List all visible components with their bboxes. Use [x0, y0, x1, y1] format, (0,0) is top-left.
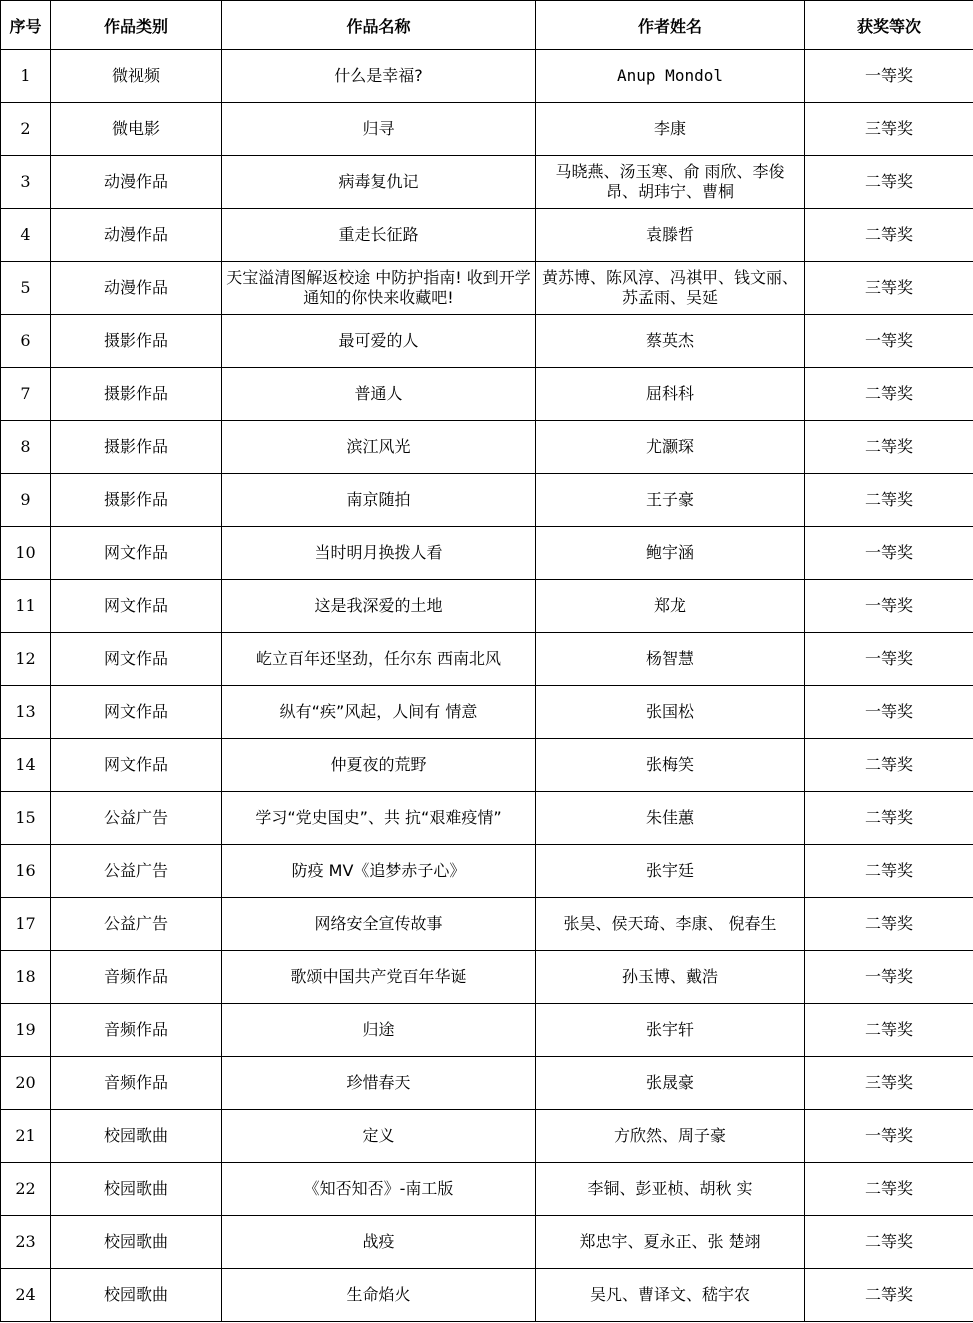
- cell-category: 摄影作品: [51, 315, 222, 368]
- cell-no: 9: [1, 474, 51, 527]
- header-title: 作品名称: [222, 1, 536, 50]
- cell-award: 二等奖: [805, 1216, 973, 1269]
- cell-category: 公益广告: [51, 898, 222, 951]
- table-row: [1, 50, 973, 103]
- cell-no: 20: [1, 1057, 51, 1110]
- cell-title: 屹立百年还坚劲，任尔东 西南北风: [222, 633, 536, 686]
- cell-author: 吴凡、曹译文、嵇宇农: [536, 1269, 805, 1322]
- cell-award: 二等奖: [805, 845, 973, 898]
- cell-author: 蔡英杰: [536, 315, 805, 368]
- cell-no: 21: [1, 1110, 51, 1163]
- cell-author: 张晟豪: [536, 1057, 805, 1110]
- cell-award: 二等奖: [805, 898, 973, 951]
- cell-title: 天宝溢清图解返校途 中防护指南! 收到开学 通知的你快来收藏吧!: [222, 262, 536, 315]
- cell-category: 微电影: [51, 103, 222, 156]
- cell-award: 二等奖: [805, 739, 973, 792]
- cell-author: 张昊、侯天琦、李康、 倪春生: [536, 898, 805, 951]
- cell-award: 二等奖: [805, 1163, 973, 1216]
- cell-author: 王子豪: [536, 474, 805, 527]
- cell-no: 4: [1, 209, 51, 262]
- cell-no: 24: [1, 1269, 51, 1322]
- cell-title: 珍惜春天: [222, 1057, 536, 1110]
- cell-award: 二等奖: [805, 792, 973, 845]
- cell-no: 10: [1, 527, 51, 580]
- cell-category: 校园歌曲: [51, 1269, 222, 1322]
- cell-award: 一等奖: [805, 580, 973, 633]
- table-row: [1, 1057, 973, 1110]
- table-row: [1, 421, 973, 474]
- cell-no: 6: [1, 315, 51, 368]
- table-row: [1, 951, 973, 1004]
- cell-category: 公益广告: [51, 792, 222, 845]
- cell-award: 一等奖: [805, 50, 973, 103]
- cell-author: 方欣然、周子豪: [536, 1110, 805, 1163]
- cell-award: 二等奖: [805, 209, 973, 262]
- cell-category: 校园歌曲: [51, 1110, 222, 1163]
- cell-author: 杨智慧: [536, 633, 805, 686]
- cell-category: 网文作品: [51, 527, 222, 580]
- cell-title: 这是我深爱的土地: [222, 580, 536, 633]
- cell-title: 最可爱的人: [222, 315, 536, 368]
- table-row: [1, 739, 973, 792]
- cell-title: 《知否知否》-南工版: [222, 1163, 536, 1216]
- cell-award: 一等奖: [805, 1110, 973, 1163]
- table-row: [1, 898, 973, 951]
- cell-author: 马晓燕、汤玉寒、俞 雨欣、李俊昂、胡玮宁、曹桐: [536, 156, 805, 209]
- header-no: 序号: [1, 1, 51, 50]
- cell-award: 二等奖: [805, 368, 973, 421]
- table-row: [1, 474, 973, 527]
- cell-no: 5: [1, 262, 51, 315]
- cell-title: 战疫: [222, 1216, 536, 1269]
- table-row: [1, 156, 973, 209]
- cell-title: 歌颂中国共产党百年华诞: [222, 951, 536, 1004]
- cell-category: 动漫作品: [51, 262, 222, 315]
- cell-award: 一等奖: [805, 686, 973, 739]
- cell-author: 袁滕哲: [536, 209, 805, 262]
- cell-category: 摄影作品: [51, 474, 222, 527]
- cell-category: 校园歌曲: [51, 1216, 222, 1269]
- cell-author: 郑忠宇、夏永正、张 楚翊: [536, 1216, 805, 1269]
- cell-author: 孙玉博、戴浩: [536, 951, 805, 1004]
- table-row: [1, 1004, 973, 1057]
- cell-title: 学习“党史国史”、共 抗“艰难疫情”: [222, 792, 536, 845]
- cell-title: 定义: [222, 1110, 536, 1163]
- cell-award: 二等奖: [805, 156, 973, 209]
- cell-title: 纵有“疾”风起，人间有 情意: [222, 686, 536, 739]
- cell-no: 11: [1, 580, 51, 633]
- cell-no: 16: [1, 845, 51, 898]
- cell-award: 一等奖: [805, 527, 973, 580]
- table-row: [1, 686, 973, 739]
- table-row: [1, 527, 973, 580]
- table-row: [1, 845, 973, 898]
- cell-category: 音频作品: [51, 1057, 222, 1110]
- cell-award: 一等奖: [805, 315, 973, 368]
- cell-no: 1: [1, 50, 51, 103]
- cell-title: 生命焰火: [222, 1269, 536, 1322]
- cell-award: 二等奖: [805, 1004, 973, 1057]
- table-row: [1, 209, 973, 262]
- cell-no: 13: [1, 686, 51, 739]
- cell-no: 7: [1, 368, 51, 421]
- cell-title: 滨江风光: [222, 421, 536, 474]
- table-row: [1, 633, 973, 686]
- cell-title: 当时明月换拨人看: [222, 527, 536, 580]
- table-row: [1, 1216, 973, 1269]
- cell-category: 摄影作品: [51, 421, 222, 474]
- cell-no: 15: [1, 792, 51, 845]
- cell-award: 三等奖: [805, 1057, 973, 1110]
- cell-author: 鲍宇涵: [536, 527, 805, 580]
- cell-no: 19: [1, 1004, 51, 1057]
- header-award: 获奖等次: [805, 1, 973, 50]
- cell-no: 22: [1, 1163, 51, 1216]
- cell-author: 朱佳蕙: [536, 792, 805, 845]
- table-row: [1, 792, 973, 845]
- cell-no: 23: [1, 1216, 51, 1269]
- cell-category: 动漫作品: [51, 209, 222, 262]
- cell-author: 张梅笑: [536, 739, 805, 792]
- cell-award: 三等奖: [805, 103, 973, 156]
- cell-no: 17: [1, 898, 51, 951]
- cell-award: 二等奖: [805, 421, 973, 474]
- cell-no: 18: [1, 951, 51, 1004]
- cell-category: 音频作品: [51, 951, 222, 1004]
- cell-title: 什么是幸福?: [222, 50, 536, 103]
- cell-title: 仲夏夜的荒野: [222, 739, 536, 792]
- cell-title: 普通人: [222, 368, 536, 421]
- table-row: [1, 368, 973, 421]
- cell-title: 网络安全宣传故事: [222, 898, 536, 951]
- cell-category: 网文作品: [51, 580, 222, 633]
- table-row: [1, 315, 973, 368]
- cell-no: 3: [1, 156, 51, 209]
- header-author: 作者姓名: [536, 1, 805, 50]
- cell-title: 归寻: [222, 103, 536, 156]
- cell-category: 网文作品: [51, 686, 222, 739]
- cell-title: 归途: [222, 1004, 536, 1057]
- cell-no: 2: [1, 103, 51, 156]
- cell-title: 南京随拍: [222, 474, 536, 527]
- cell-category: 动漫作品: [51, 156, 222, 209]
- header-category: 作品类别: [51, 1, 222, 50]
- cell-title: 病毒复仇记: [222, 156, 536, 209]
- table-row: [1, 1163, 973, 1216]
- cell-author: Anup Mondol: [536, 50, 805, 103]
- cell-author: 张国松: [536, 686, 805, 739]
- cell-category: 摄影作品: [51, 368, 222, 421]
- cell-category: 微视频: [51, 50, 222, 103]
- cell-author: 张宇廷: [536, 845, 805, 898]
- table-row: [1, 262, 973, 315]
- cell-author: 张宇轩: [536, 1004, 805, 1057]
- table-row: [1, 1110, 973, 1163]
- cell-category: 音频作品: [51, 1004, 222, 1057]
- cell-author: 屈科科: [536, 368, 805, 421]
- cell-award: 一等奖: [805, 633, 973, 686]
- cell-title: 重走长征路: [222, 209, 536, 262]
- table-row: [1, 103, 973, 156]
- cell-title: 防疫 MV《追梦赤子心》: [222, 845, 536, 898]
- cell-author: 郑龙: [536, 580, 805, 633]
- cell-category: 校园歌曲: [51, 1163, 222, 1216]
- table-row: [1, 1269, 973, 1322]
- cell-category: 网文作品: [51, 633, 222, 686]
- cell-award: 一等奖: [805, 951, 973, 1004]
- table-row: [1, 580, 973, 633]
- table-body: [1, 50, 973, 1322]
- cell-author: 尤灏琛: [536, 421, 805, 474]
- cell-award: 三等奖: [805, 262, 973, 315]
- cell-award: 二等奖: [805, 474, 973, 527]
- cell-author: 黄苏博、陈风淳、冯祺甲、钱文丽、苏孟雨、吴延: [536, 262, 805, 315]
- cell-no: 14: [1, 739, 51, 792]
- cell-award: 二等奖: [805, 1269, 973, 1322]
- cell-author: 李铜、彭亚桢、胡秋 实: [536, 1163, 805, 1216]
- header-row: [1, 1, 973, 50]
- cell-author: 李康: [536, 103, 805, 156]
- cell-no: 12: [1, 633, 51, 686]
- cell-category: 网文作品: [51, 739, 222, 792]
- cell-category: 公益广告: [51, 845, 222, 898]
- cell-no: 8: [1, 421, 51, 474]
